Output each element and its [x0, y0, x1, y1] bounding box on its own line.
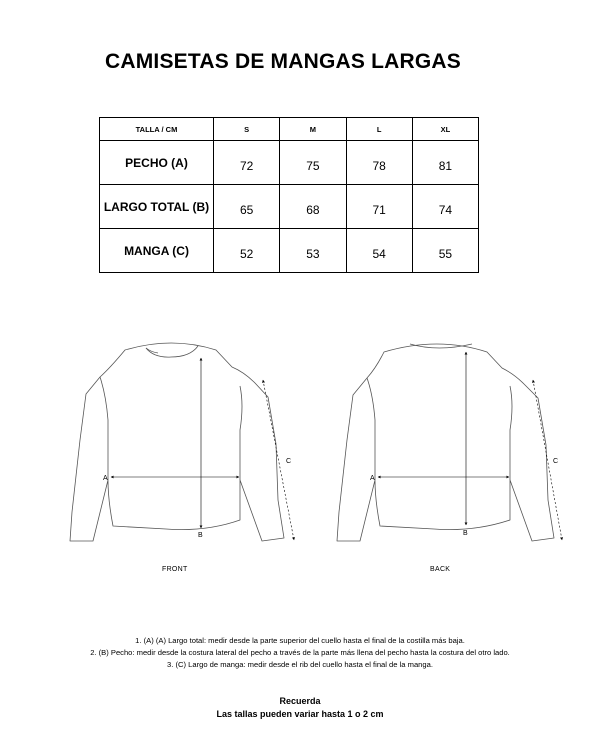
front-caption: FRONT — [162, 566, 188, 573]
garment-diagrams — [0, 330, 600, 590]
row-label-chest: PECHO (A) — [100, 141, 214, 185]
header-cell-m: M — [280, 118, 346, 141]
measurement-notes — [0, 635, 600, 671]
front-measurements — [111, 358, 294, 540]
back-shirt-drawing — [337, 344, 554, 541]
header-cell-s: S — [214, 118, 280, 141]
table-cell: 55 — [412, 229, 478, 273]
table-cell: 71 — [346, 185, 412, 229]
reminder-title: Recuerda — [279, 696, 321, 706]
page-title: CAMISETAS DE MANGAS LARGAS — [105, 50, 461, 73]
table-row — [100, 141, 479, 185]
table-row — [100, 185, 479, 229]
back-label-c: C — [553, 458, 559, 465]
note-line: 1. (A) (A) Largo total: medir desde la parte superior del cuello hasta el final de la costilla más baja. — [135, 636, 465, 645]
note-line: 2. (B) Pecho: medir desde la costura lateral del pecho a través de la parte más llena del pecho hasta la costura del otro lado. — [90, 648, 510, 657]
back-caption: BACK — [430, 566, 451, 573]
header-cell-size: TALLA / CM — [100, 118, 214, 141]
table-cell: 65 — [214, 185, 280, 229]
front-shirt-drawing — [70, 343, 284, 541]
row-label-length: LARGO TOTAL (B) — [100, 185, 214, 229]
table-cell: 72 — [214, 141, 280, 185]
front-label-a: A — [103, 475, 108, 482]
front-label-b: B — [198, 532, 203, 539]
table-cell: 68 — [280, 185, 346, 229]
header-cell-l: L — [346, 118, 412, 141]
front-label-c: C — [286, 458, 292, 465]
note-line: 3. (C) Largo de manga: medir desde el rib del cuello hasta el final de la manga. — [167, 660, 433, 669]
table-cell: 81 — [412, 141, 478, 185]
back-measurements — [378, 352, 562, 540]
table-cell: 54 — [346, 229, 412, 273]
table-cell: 74 — [412, 185, 478, 229]
table-row — [100, 229, 479, 273]
reminder — [0, 695, 600, 721]
table-header-row — [100, 118, 479, 141]
back-label-a: A — [370, 475, 375, 482]
table-cell: 78 — [346, 141, 412, 185]
table-cell: 52 — [214, 229, 280, 273]
reminder-text: Las tallas pueden variar hasta 1 o 2 cm — [216, 709, 384, 719]
table-cell: 53 — [280, 229, 346, 273]
table-cell: 75 — [280, 141, 346, 185]
size-table — [99, 117, 479, 273]
row-label-sleeve: MANGA (C) — [100, 229, 214, 273]
back-label-b: B — [463, 530, 468, 537]
header-cell-xl: XL — [412, 118, 478, 141]
